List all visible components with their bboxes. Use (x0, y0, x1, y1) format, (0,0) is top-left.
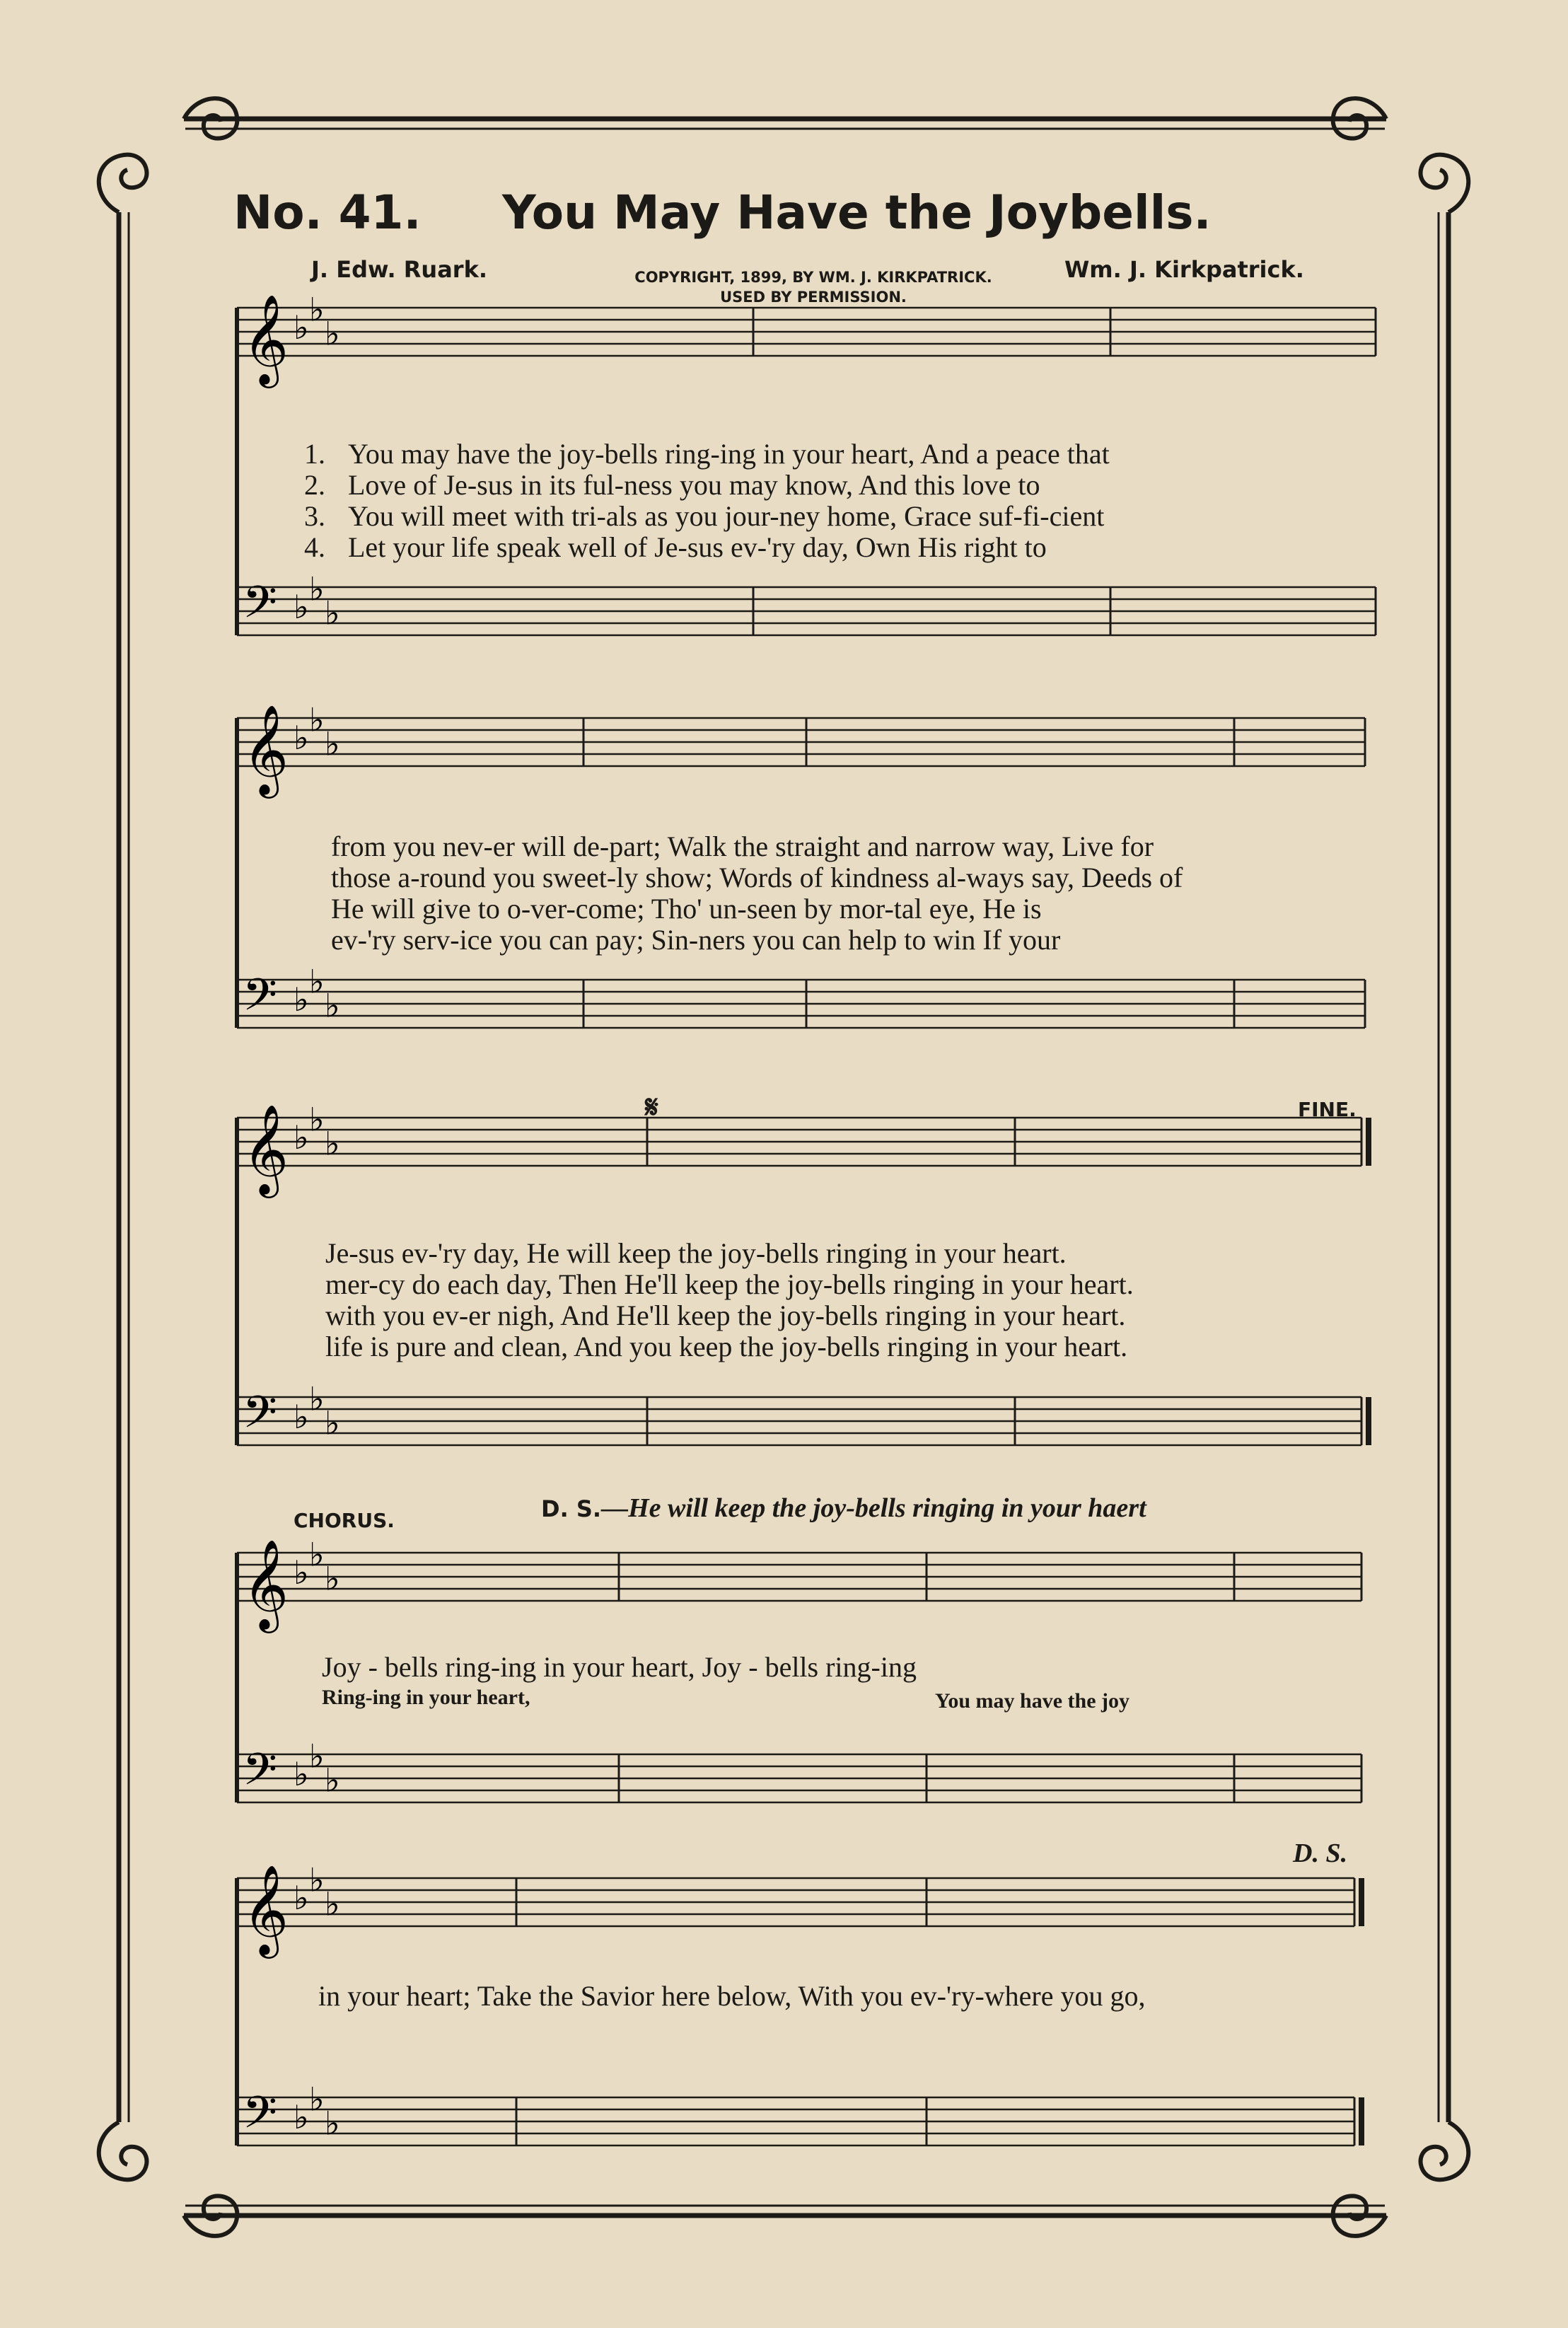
verse-4-line-3: life is pure and clean, And you keep the joy-bells ringing in your heart. (325, 1331, 1128, 1362)
treble-clef-icon: 𝄞 (243, 704, 289, 794)
verse-3-line-3: with you ev-er nigh, And He'll keep the joy-bells ringing in your heart. (325, 1299, 1126, 1331)
verse-4-line-1 (304, 532, 1110, 563)
flat-icon: ♭ (294, 1118, 309, 1157)
verse-text: You may have the joy-bells ring-ing in your heart, And a peace that (348, 438, 1110, 470)
flat-icon: ♭ (325, 1403, 340, 1442)
verse-4-line-2: ev-'ry serv-ice you can pay; Sin-ners you can help to win If your (331, 924, 1061, 956)
verse-number: 2. (304, 469, 325, 501)
verse-line-3 (325, 1238, 1134, 1362)
ds-instruction (541, 1493, 1146, 1524)
bass-clef-icon: 𝄢 (243, 968, 277, 1031)
verse-text: Let your life speak well of Je-sus ev-'ry day, Own His right to (348, 531, 1047, 563)
flat-icon: ♭ (309, 1737, 325, 1776)
chorus-line-1: Joy - bells ring-ing in your heart, Joy - bells ring-ing (322, 1651, 917, 1683)
alto-lyric-a: Ring-ing in your heart, (322, 1686, 530, 1709)
bass-clef-icon: 𝄢 (243, 1386, 277, 1449)
permission-line: USED BY PERMISSION. (720, 289, 907, 306)
flat-icon: ♭ (325, 1124, 340, 1163)
segno-sign: 𝄋 (645, 1089, 658, 1125)
verse-line-1 (304, 439, 1110, 563)
verse-3-line-2: He will give to o-ver-come; Tho' un-seen by mor-tal eye, He is (331, 893, 1042, 925)
flat-icon: ♭ (309, 962, 325, 1001)
verse-text: Love of Je-sus in its ful-ness you may know, And this love to (348, 469, 1040, 501)
verse-number: 3. (304, 500, 325, 532)
flat-icon: ♭ (294, 1879, 309, 1917)
treble-clef-icon: 𝄞 (243, 1104, 289, 1194)
treble-clef-icon: 𝄞 (243, 1864, 289, 1955)
flat-icon: ♭ (309, 1100, 325, 1139)
music-credit: Wm. J. Kirkpatrick. (1064, 256, 1304, 283)
verse-1-line-1 (304, 439, 1110, 470)
flat-icon: ♭ (325, 1761, 340, 1800)
words-credit: J. Edw. Ruark. (311, 256, 488, 283)
verse-3-line-1 (304, 501, 1110, 532)
flat-icon: ♭ (325, 314, 340, 353)
verse-2-line-2: those a-round you sweet-ly show; Words of kindness al-ways say, Deeds of (331, 862, 1183, 893)
verse-number: 4. (304, 531, 325, 563)
ds-end-mark: D. S. (1293, 1838, 1348, 1868)
chorus-line-2: in your heart; Take the Savior here below, With you ev-'ry-where you go, (318, 1980, 1146, 2012)
treble-clef-icon: 𝄞 (243, 1539, 289, 1629)
ds-text: —He will keep the joy-bells ringing in your haert (601, 1493, 1146, 1523)
flat-icon: ♭ (309, 1535, 325, 1574)
flat-icon: ♭ (294, 1553, 309, 1592)
flat-icon: ♭ (325, 1884, 340, 1923)
flat-icon: ♭ (309, 2080, 325, 2119)
flat-icon: ♭ (325, 986, 340, 1025)
flat-icon: ♭ (325, 2104, 340, 2143)
verse-1-line-2: from you nev-er will de-part; Walk the straight and narrow way, Live for (331, 830, 1154, 862)
verse-1-line-3: Je-sus ev-'ry day, He will keep the joy-bells ringing in your heart. (325, 1237, 1067, 1269)
flat-icon: ♭ (294, 1398, 309, 1436)
bass-clef-icon: 𝄢 (243, 1743, 277, 1806)
bass-clef-icon: 𝄢 (243, 2086, 277, 2149)
chorus-heading: CHORUS. (294, 1509, 395, 1532)
flat-icon: ♭ (325, 724, 340, 763)
verse-2-line-1 (304, 470, 1110, 501)
flat-icon: ♭ (294, 588, 309, 626)
verse-2-line-3: mer-cy do each day, Then He'll keep the joy-bells ringing in your heart. (325, 1268, 1134, 1300)
hymn-number: No. 41. (233, 185, 422, 240)
flat-icon: ♭ (309, 569, 325, 608)
fine-mark: FINE. (1298, 1098, 1357, 1121)
flat-icon: ♭ (309, 290, 325, 329)
bass-clef-icon: 𝄢 (243, 576, 277, 639)
flat-icon: ♭ (294, 719, 309, 757)
verse-number: 1. (304, 438, 325, 470)
flat-icon: ♭ (309, 1860, 325, 1899)
flat-icon: ♭ (309, 700, 325, 739)
copyright-line: COPYRIGHT, 1899, BY WM. J. KIRKPATRICK. (634, 269, 992, 286)
flat-icon: ♭ (309, 1379, 325, 1418)
ds-label: D. S. (541, 1495, 602, 1522)
verse-line-2 (331, 831, 1183, 956)
flat-icon: ♭ (325, 1559, 340, 1598)
flat-icon: ♭ (294, 308, 309, 347)
flat-icon: ♭ (325, 593, 340, 632)
treble-clef-icon: 𝄞 (243, 294, 289, 384)
flat-icon: ♭ (294, 2098, 309, 2136)
flat-icon: ♭ (294, 980, 309, 1019)
verse-text: You will meet with tri-als as you jour-ney home, Grace suf-fi-cient (348, 500, 1105, 532)
hymn-title: You May Have the Joybells. (502, 185, 1212, 240)
flat-icon: ♭ (294, 1755, 309, 1793)
alto-lyric-b: You may have the joy (935, 1689, 1129, 1713)
